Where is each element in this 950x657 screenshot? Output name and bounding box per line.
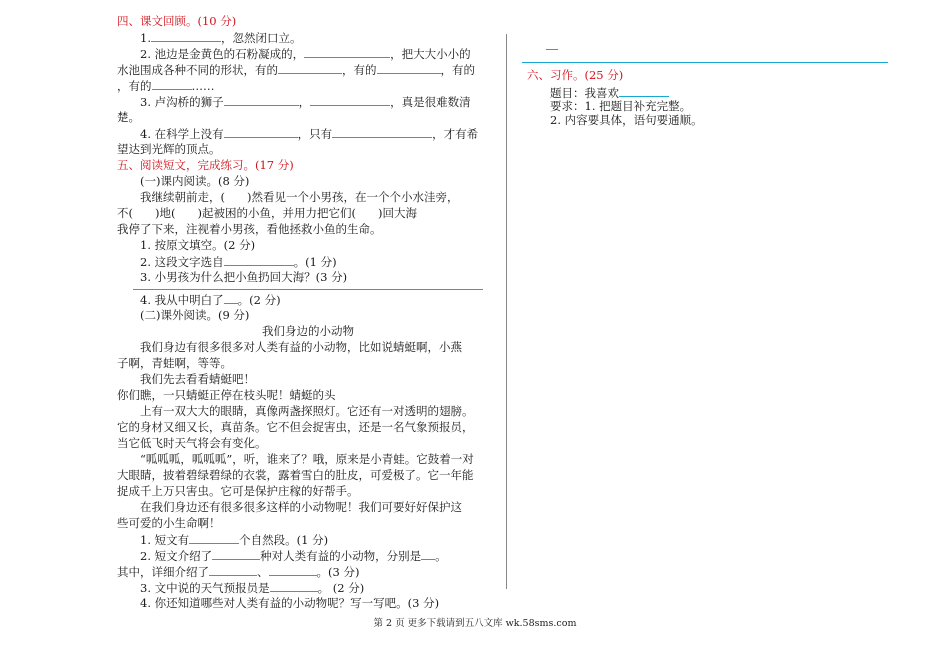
- q4-2-line3: [117, 78, 215, 93]
- answer-blank[interactable]: [189, 532, 239, 544]
- passage2-line6: 它的身材又细又长，真苗条。它不但会捉害虫，还是一名气象预报员，: [117, 420, 474, 434]
- text: 4. 我从中明白了: [140, 293, 224, 307]
- passage2-line4: 你们瞧，一只蜻蜓正停在枝头呢！蜻蜓的头: [117, 388, 336, 402]
- text: )地(: [155, 206, 176, 220]
- text: 题目：我喜欢: [550, 86, 619, 100]
- section4-heading: 四、课文回顾。(10 分): [117, 14, 237, 28]
- passage2-title: 我们身边的小动物: [262, 324, 354, 338]
- q4-1: [140, 30, 301, 45]
- answer-blank[interactable]: [212, 548, 260, 560]
- q4-3-line2: 楚。: [117, 110, 140, 124]
- answer-blank[interactable]: [270, 580, 318, 592]
- q4-4-line1: [140, 126, 478, 141]
- answer-blank[interactable]: [224, 254, 294, 266]
- answer-line[interactable]: [522, 62, 888, 63]
- text: 。: [435, 549, 447, 563]
- passage1-line3: 我停了下来，注视着小男孩，看他拯救小鱼的生命。: [117, 222, 382, 236]
- text: ，才有希: [432, 127, 479, 141]
- answer-blank[interactable]: [278, 62, 342, 74]
- answer-line[interactable]: [546, 49, 558, 50]
- text: ，只有: [297, 127, 333, 141]
- answer-blank[interactable]: [269, 564, 317, 576]
- passage2-line2: 子啊，青蛙啊，等等。: [117, 356, 232, 370]
- page-footer: 第 2 页 更多下载请到五八文库 wk.58sms.com: [373, 618, 577, 629]
- text: )然看见一个小男孩，在一个个小水洼旁，: [247, 190, 459, 204]
- text: 。(1 分): [293, 255, 337, 269]
- text: 、: [257, 565, 269, 579]
- part2-heading: (二)课外阅读。(9 分): [140, 308, 250, 322]
- q-e2: [140, 548, 447, 563]
- section6-heading: 六、习作。(25 分): [527, 68, 624, 82]
- passage1-line2: [117, 206, 417, 220]
- answer-blank[interactable]: [304, 46, 390, 58]
- answer-blank[interactable]: [224, 126, 298, 138]
- text: 种对人类有益的小动物，分别是: [260, 549, 422, 563]
- q5-2: [140, 254, 337, 269]
- answer-blank[interactable]: [224, 94, 299, 106]
- text: 3. 文中说的天气预报员是: [140, 581, 270, 595]
- answer-blank[interactable]: [310, 94, 390, 106]
- text: 4. 在科学上没有: [140, 127, 224, 141]
- part1-heading: (一)课内阅读。(8 分): [140, 174, 250, 188]
- q4-3-line1: [140, 94, 471, 109]
- passage2-line8: “呱呱呱，呱呱呱”，听，谁来了？哦，原来是小青蛙。它鼓着一对: [140, 452, 474, 466]
- q-e2-cont: [117, 564, 359, 579]
- passage2-line7: 当它低飞时天气将会有变化。: [117, 436, 267, 450]
- text: ，把大大小小的: [390, 47, 471, 61]
- text: ，有的: [342, 63, 377, 77]
- q-e3: [140, 580, 364, 595]
- text: ，: [298, 95, 311, 109]
- text: 。 (2 分): [317, 581, 365, 595]
- text: )回大海: [377, 206, 417, 220]
- text: 2. 这段文字选自: [140, 255, 224, 269]
- text: )起被困的小鱼，并用力把它们(: [197, 206, 356, 220]
- answer-line[interactable]: [133, 289, 483, 290]
- text: 2. 短文介绍了: [140, 549, 213, 563]
- passage2-line9: 大眼睛，披着碧绿碧绿的衣裳，露着雪白的肚皮，可爱极了。它一年能: [117, 468, 474, 482]
- passage2-line3: 我们先去看看蜻蜓吧！: [140, 372, 255, 386]
- text: ，有的: [440, 63, 475, 77]
- q5-3: 3. 小男孩为什么把小鱼扔回大海？(3 分): [140, 270, 348, 284]
- text: 。(2 分): [237, 293, 281, 307]
- q-e1: [140, 532, 328, 547]
- topic-blank[interactable]: [619, 85, 669, 97]
- essay-requirement-1: 要求：1. 把题目补充完整。: [550, 99, 692, 113]
- passage2-line5: 上有一双大大的眼睛，真像两盏探照灯。它还有一对透明的翅膀。: [140, 404, 474, 418]
- essay-topic: [550, 85, 669, 100]
- answer-blank[interactable]: [421, 548, 435, 560]
- text: 不(: [117, 206, 133, 220]
- text: 水池围成各种不同的形状，有的: [117, 63, 278, 77]
- passage2-line11: 在我们身边还有很多很多这样的小动物呢！我们可要好好保护这: [140, 500, 462, 514]
- passage2-line10: 捉成千上万只害虫。它可是保护庄稼的好帮手。: [117, 484, 359, 498]
- text: 3. 卢沟桥的狮子: [140, 95, 224, 109]
- answer-blank[interactable]: [377, 62, 441, 74]
- q5-4: [140, 292, 281, 307]
- answer-blank[interactable]: [152, 78, 192, 90]
- text: 2. 池边是金黄色的石粉凝成的，: [140, 47, 305, 61]
- text: ……: [191, 79, 215, 93]
- q4-4-line2: 望达到光辉的顶点。: [117, 142, 221, 156]
- essay-requirement-2: 2. 内容要具体，语句要通顺。: [550, 113, 703, 127]
- text: 我继续朝前走，(: [140, 190, 225, 204]
- answer-blank[interactable]: [209, 564, 257, 576]
- text: 其中，详细介绍了: [117, 565, 209, 579]
- q4-2-line1: [140, 46, 471, 61]
- text: 1. 短文有: [140, 533, 190, 547]
- q-e4: 4. 你还知道哪些对人类有益的小动物呢？写一写吧。(3 分): [140, 596, 440, 610]
- answer-blank[interactable]: [224, 292, 238, 304]
- section5-heading: 五、阅读短文，完成练习。(17 分): [117, 158, 294, 172]
- answer-blank[interactable]: [151, 30, 221, 42]
- passage1-line1: [140, 190, 458, 204]
- passage2-line1: 我们身边有很多很多对人类有益的小动物，比如说蜻蜓啊，小燕: [140, 340, 462, 354]
- q5-1: 1. 按原文填空。(2 分): [140, 238, 256, 252]
- passage2-line12: 些可爱的小生命啊！: [117, 516, 221, 530]
- q4-2-line2: [117, 62, 475, 77]
- q4-1-num: 1.: [140, 31, 151, 45]
- text: ，真是很难数清: [390, 95, 471, 109]
- column-divider: [506, 34, 507, 589]
- text: ，有的: [117, 79, 152, 93]
- text: 个自然段。(1 分): [239, 533, 329, 547]
- answer-blank[interactable]: [332, 126, 432, 138]
- q4-1-text: ，忽然闭口立。: [220, 31, 302, 45]
- text: 。(3 分): [316, 565, 360, 579]
